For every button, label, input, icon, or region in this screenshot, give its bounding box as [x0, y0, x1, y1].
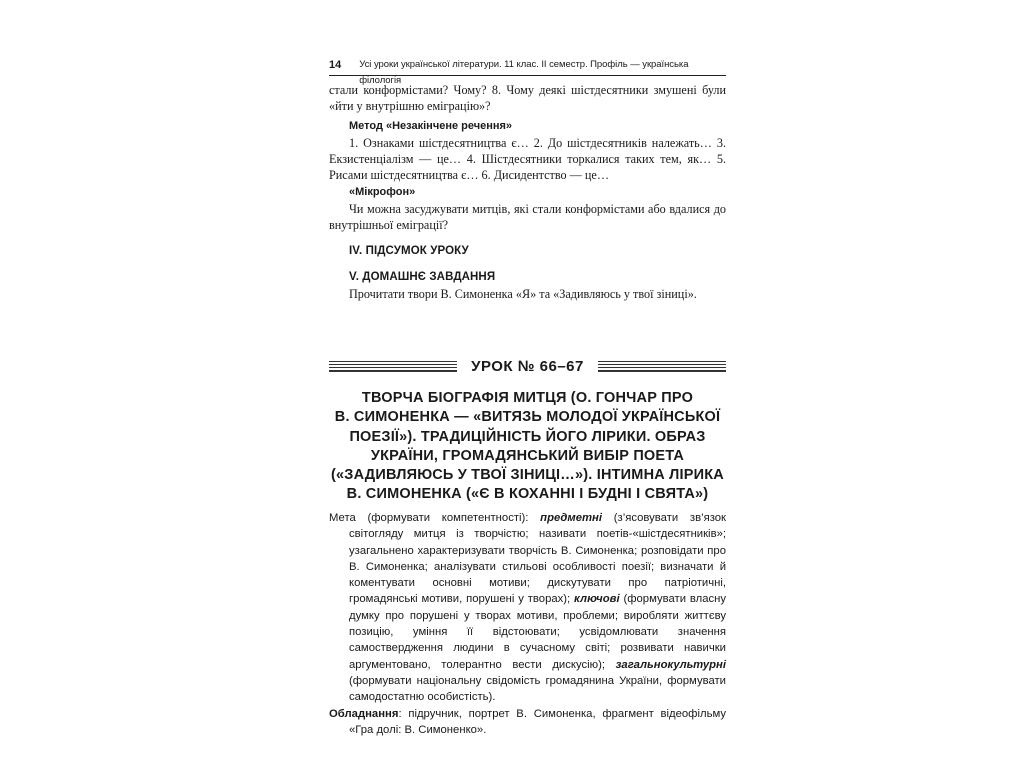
homework-block: [329, 286, 726, 302]
page-header: [329, 57, 726, 86]
method-text: 1. Ознаками шістдесятництва є… 2. До шістдесятників належать… 3. Екзистенціалізм — це… 4. Шістдесятники торкалися таких тем, як… 5. Рисами шістдесятництва є… 6. Дисидентство — це…: [329, 136, 726, 182]
section-summary: IV. ПІДСУМОК УРОКУ: [349, 245, 469, 257]
questions-continuation: [329, 82, 726, 114]
mic-heading-block: [329, 184, 726, 200]
equipment-label: Обладнання: [329, 707, 399, 720]
subject-label: предметні: [540, 512, 603, 524]
topic-line: УКРАЇНИ, ГРОМАДЯНСЬКИЙ ВИБІР ПОЕТА: [370, 447, 685, 464]
topic-line: В. СИМОНЕНКА («Є В КОХАННІ І БУДНІ І СВЯТА»): [346, 486, 709, 503]
key-label: ключові: [574, 593, 620, 606]
method-heading-block: [329, 118, 726, 134]
equipment-text: : підручник, портрет В. Симоненка, фрагмент відеофільму «Гра долі: В. Симоненко».: [349, 707, 726, 736]
lesson-title: УРОК № 66–67: [471, 357, 584, 375]
topic-line: ТВОРЧА БІОГРАФІЯ МИТЦЯ (О. ГОНЧАР ПРО: [361, 390, 694, 406]
questions-text: стали конформістами? Чому? 8. Чому деякі шістдесятники змушені були «йти у внутрішню еміграцію»?: [329, 83, 726, 113]
page-number: 14: [329, 59, 342, 71]
homework-section: [329, 269, 726, 285]
topic-line: ПОЕЗІЇ»). ТРАДИЦІЙНІСТЬ ЙОГО ЛІРИКИ. ОБРАЗ: [349, 428, 706, 445]
running-title: Усі уроки української літератури. 11 клас. ІІ семестр. Профіль — українська філологія: [359, 59, 689, 86]
section-homework: V. ДОМАШНЄ ЗАВДАННЯ: [349, 271, 496, 283]
equipment-paragraph: [329, 706, 726, 739]
goal-label: Мета (формувати компетентності): [329, 512, 526, 524]
key-text: (формувати власну думку про порушені у творах мотиви, проблеми; виробляти життєву позицію, уміння її відстоювати; усвідомлювати значення самоствердження людини в сучасному світі; розвивати навички аргументовано, толерантно вести дискусію);: [349, 593, 727, 671]
book-page: [329, 0, 726, 768]
mic-heading: «Мікрофон»: [349, 186, 416, 198]
mic-text: Чи можна засуджувати митців, які стали конформістами або вдалися до внутрішньої еміграції?: [329, 202, 726, 232]
summary-section: [329, 243, 726, 259]
lesson-goals: [329, 510, 726, 738]
topic-line: («ЗАДИВЛЯЮСЬ У ТВОЇ ЗІНИЦІ…»). ІНТИМНА ЛІРИКА: [331, 467, 724, 484]
general-label: загальнокультурні: [615, 658, 726, 671]
homework-text: Прочитати твори В. Симоненка «Я» та «Задивляюсь у твої зіниці».: [349, 287, 697, 301]
goal-paragraph: Мета (формувати компетентності): предметні (з’ясовувати зв’язок світогляду митця із творчістю; називати поетів-«шістдесятників»; узагальнено характеризувати творчість В. Симоненка; розповідати про В. Симоненка; аналізувати стильові особливості поезії; визначати й коментувати основні мотиви; дискутувати про патріотичні, громадянські мотиви, порушені у творах); ключові (формувати власну думку про порушені у творах мотиви, проблеми; виробляти життєву позицію, уміння її відстоювати; усвідомлювати значення самоствердження людини в сучасному світі; розвивати навички аргументовано, толерантно вести дискусію); загальнокультурні (формувати національну свідомість громадянина України, формувати самодостатню особистість).: [329, 512, 727, 704]
lesson-banner: [329, 357, 726, 375]
method-heading: Метод «Незакінчене речення»: [349, 120, 513, 132]
lesson-topic: [329, 389, 726, 505]
mic-block: [329, 201, 726, 233]
general-text: (формувати національну свідомість громадянина України, формувати самодостатню особистість).: [349, 674, 726, 704]
banner-rule-right: [598, 361, 726, 372]
topic-line: В. СИМОНЕНКА — «ВИТЯЗЬ МОЛОДОЇ УКРАЇНСЬКОЇ: [334, 409, 721, 426]
method-block: [329, 135, 726, 183]
subject-text: (з’ясовувати зв’язок світогляду митця із творчістю; називати поетів-«шістдесятників»; узагальнено характеризувати творчість В. Симоненка; розповідати про В. Симоненка; аналізувати стильові особливості поезії; визначати й коментувати основні мотиви; дискутувати про патріотичні, громадянські мотиви, порушені у творах);: [349, 512, 726, 606]
banner-rule-left: [329, 361, 457, 372]
